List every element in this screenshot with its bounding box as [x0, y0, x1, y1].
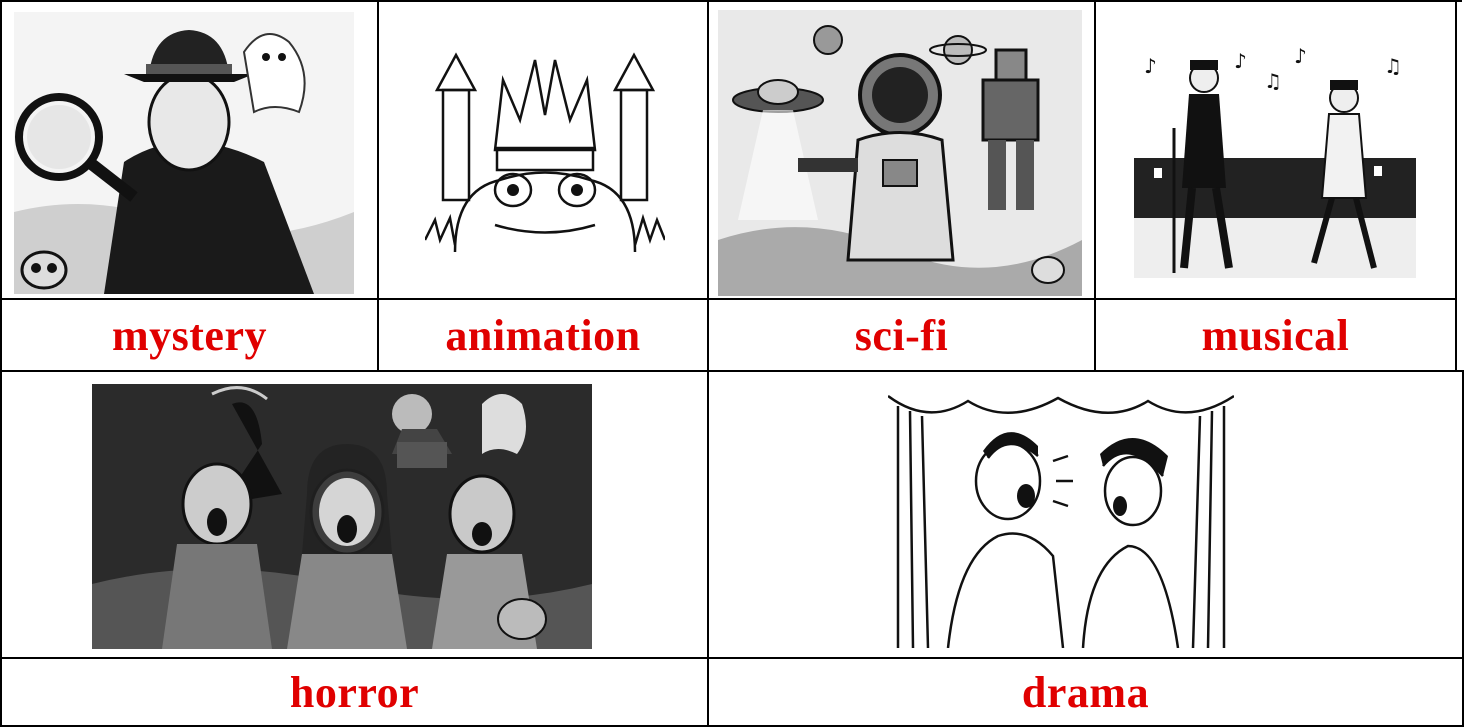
table-border-right-top: [1455, 0, 1457, 372]
label-cell-horror: [2, 659, 707, 725]
row2-divider: [0, 370, 1464, 372]
table-border-top: [0, 0, 1462, 2]
label-cell-scifi: [709, 300, 1094, 370]
svg-text:♫: ♫: [1384, 54, 1402, 78]
svg-text:♪: ♪: [1144, 54, 1157, 78]
genre-label-drama: drama: [1021, 667, 1150, 717]
animation-illustration: [425, 40, 665, 252]
label-cell-drama: [709, 659, 1462, 725]
horror-illustration: [92, 384, 592, 649]
drama-illustration: [888, 386, 1234, 648]
svg-text:♪: ♪: [1234, 49, 1247, 73]
frog-crown-castle-icon: [425, 40, 665, 252]
astronaut-ufo-robot-icon: [718, 10, 1082, 296]
genre-label-scifi: sci-fi: [854, 310, 949, 360]
genre-label-musical: musical: [1201, 310, 1350, 360]
genre-label-mystery: mystery: [112, 310, 267, 360]
svg-text:♫: ♫: [1264, 69, 1282, 93]
screaming-people-ghost-icon: [92, 384, 592, 649]
svg-text:♪: ♪: [1294, 44, 1307, 68]
label-cell-animation: [379, 300, 707, 370]
musical-illustration: [1134, 38, 1416, 278]
mystery-illustration: [14, 12, 354, 294]
detective-magnifier-icon: [14, 12, 354, 294]
scifi-illustration: [718, 10, 1082, 296]
label-cell-mystery: [2, 300, 377, 370]
label-cell-musical: [1096, 300, 1455, 370]
genre-label-horror: horror: [289, 667, 420, 717]
genre-label-animation: animation: [445, 310, 641, 360]
dancers-music-notes-icon: [1134, 38, 1416, 278]
table-border-right-bottom: [1462, 372, 1464, 727]
stage-curtain-argument-icon: [888, 386, 1234, 648]
